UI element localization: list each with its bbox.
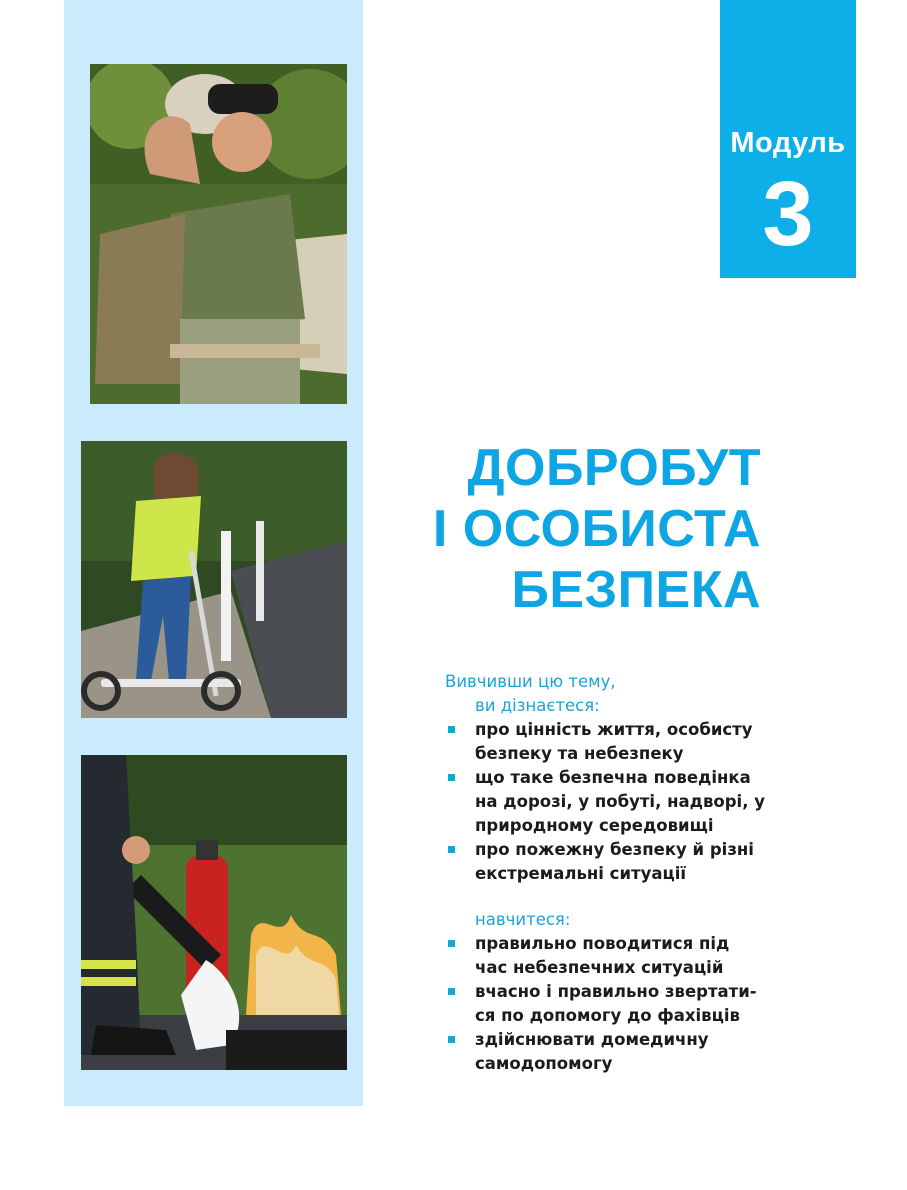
title-line-3: БЕЗПЕКА: [511, 561, 761, 619]
bullet-square-icon: [448, 1036, 455, 1043]
module-badge: [720, 0, 856, 278]
bullet-square-icon: [448, 988, 455, 995]
skills-heading: навчитеся:: [475, 910, 571, 929]
photo-girl-scooter: [81, 441, 347, 718]
title-line-1: ДОБРОБУТ: [467, 439, 761, 497]
intro-line-1: Вивчивши цю тему,: [445, 672, 616, 691]
bullet-square-icon: [448, 774, 455, 781]
list-item: здійснювати домедичну самодопомогу: [445, 1028, 765, 1076]
bullet-square-icon: [448, 940, 455, 947]
bullet-square-icon: [448, 846, 455, 853]
list-item: правильно поводитися під час небезпечних ситуацій: [445, 932, 765, 980]
knowledge-list: [445, 718, 765, 886]
module-label: Модуль: [730, 127, 846, 159]
module-title: [401, 438, 761, 621]
learning-outcomes: [445, 670, 765, 1076]
photo-child-binoculars: [90, 64, 347, 404]
bullet-square-icon: [448, 726, 455, 733]
photo-fire-extinguisher: [81, 755, 347, 1070]
skills-list: [445, 932, 765, 1076]
list-item: що таке безпечна поведінка на дорозі, у побуті, надворі, у природному середовищі: [445, 766, 765, 838]
list-item: вчасно і правильно звертати-ся по допомогу до фахівців: [445, 980, 765, 1028]
list-item: про пожежну безпеку й різні екстремальні ситуації: [445, 838, 765, 886]
intro-line-2: ви дізнаєтеся:: [475, 696, 600, 715]
title-line-2: І ОСОБИСТА: [432, 500, 761, 558]
module-number: 3: [762, 163, 814, 265]
list-item: про цінність життя, особисту безпеку та небезпеку: [445, 718, 765, 766]
